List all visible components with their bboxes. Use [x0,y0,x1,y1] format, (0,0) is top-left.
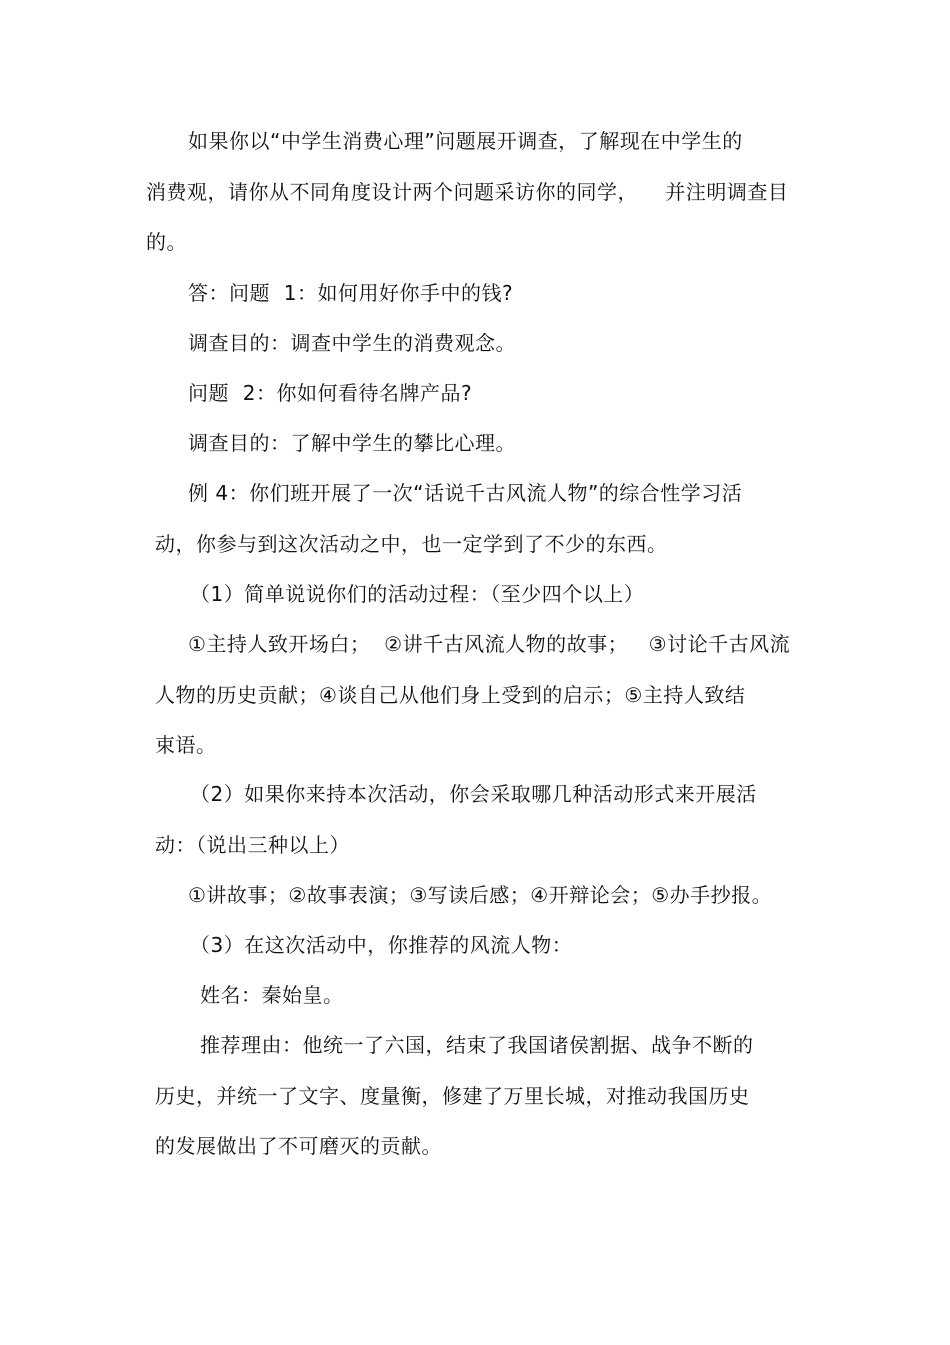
text-line: 姓名：秦始皇。 [200,983,344,1007]
text-line: 调查目的：调查中学生的消费观念。 [188,331,516,355]
text-line: 消费观，请你从不同角度设计两个问题采访你的同学， 并注明调查目 [146,180,789,204]
text-line: 推荐理由：他统一了六国，结束了我国诸侯割据、战争不断的 [200,1033,754,1057]
text-line: 历史，并统一了文字、度量衡，修建了万里长城，对推动我国历史 [155,1084,750,1108]
text-line: 答：问题 1：如何用好你手中的钱? [188,281,514,305]
text-line: ①讲故事；②故事表演；③写读后感；④开辩论会；⑤办手抄报。 [188,883,773,907]
text-line: （2）如果你来持本次活动，你会采取哪几种活动形式来开展活 [190,782,757,806]
text-line: 的。 [146,230,187,254]
text-line: 例 4：你们班开展了一次“话说千古风流人物”的综合性学习活 [188,481,743,505]
text-line: 束语。 [155,733,217,757]
text-line: ①主持人致开场白； ②讲千古风流人物的故事； ③讨论千古风流 [188,632,791,656]
text-line: 问题 2：你如何看待名牌产品? [188,381,473,405]
text-line: 调查目的：了解中学生的攀比心理。 [188,431,516,455]
text-line: 动，你参与到这次活动之中，也一定学到了不少的东西。 [155,532,668,556]
text-line: 如果你以“中学生消费心理”问题展开调查，了解现在中学生的 [188,129,743,153]
text-line: 的发展做出了不可磨灭的贡献。 [155,1134,442,1158]
text-line: （3）在这次活动中，你推荐的风流人物： [190,933,573,957]
text-line: （1）简单说说你们的活动过程：（至少四个以上） [190,582,645,606]
text-line: 动：（说出三种以上） [155,833,350,857]
text-line: 人物的历史贡献；④谈自己从他们身上受到的启示；⑤主持人致结 [155,683,746,707]
